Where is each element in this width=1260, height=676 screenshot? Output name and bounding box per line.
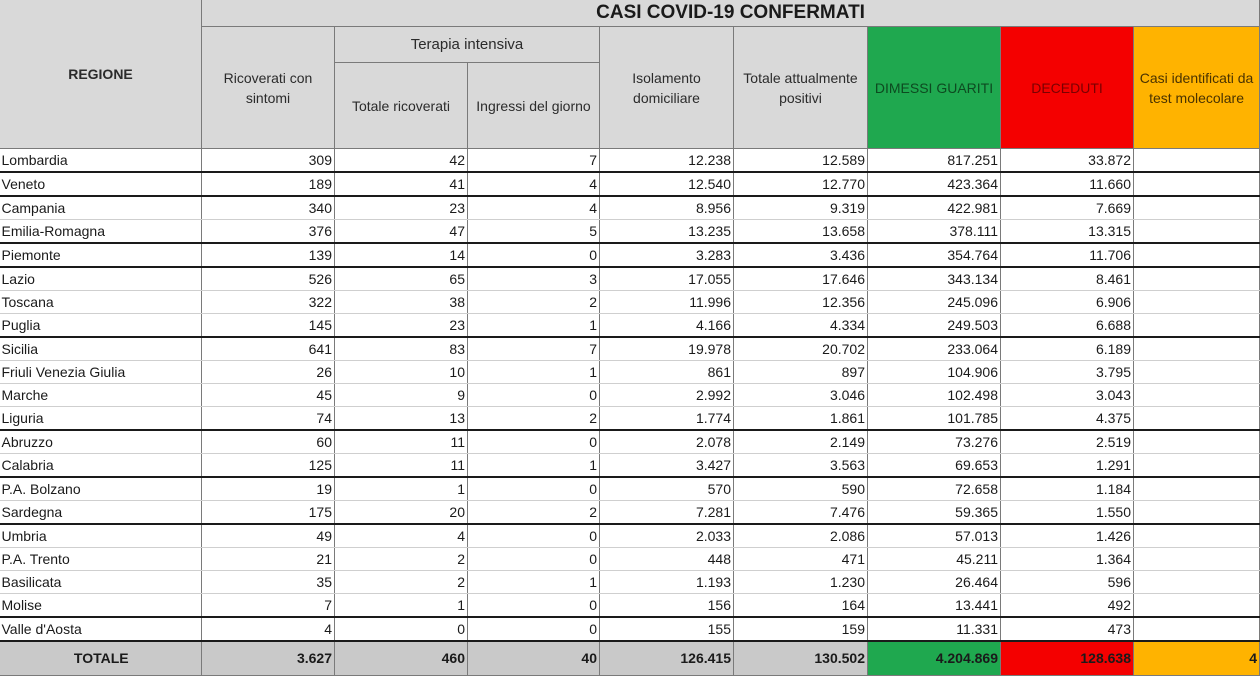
data-cell: 1.184 (1001, 477, 1134, 501)
data-cell: 7.476 (734, 501, 868, 525)
header-ingressi-giorno: Ingressi del giorno (468, 63, 600, 149)
table-row (0, 477, 1260, 501)
region-name: Basilicata (0, 571, 202, 594)
data-cell: 156 (600, 594, 734, 618)
total-cell: 126.415 (600, 641, 734, 676)
data-cell: 83 (335, 337, 468, 361)
data-cell: 2 (468, 501, 600, 525)
data-cell: 45.211 (868, 548, 1001, 571)
data-cell: 1 (468, 571, 600, 594)
data-cell: 1.364 (1001, 548, 1134, 571)
data-cell: 233.064 (868, 337, 1001, 361)
region-name: Marche (0, 384, 202, 407)
data-cell: 4 (202, 617, 335, 641)
region-name: Veneto (0, 172, 202, 196)
data-cell: 0 (468, 477, 600, 501)
data-cell: 19 (202, 477, 335, 501)
total-cell: 40 (468, 641, 600, 676)
header-casi-identificati: Casi identificati da test molecolare (1134, 27, 1260, 149)
data-cell: 2.086 (734, 524, 868, 548)
region-name: Emilia-Romagna (0, 220, 202, 244)
data-cell (1134, 548, 1260, 571)
total-label: TOTALE (0, 641, 202, 676)
data-cell: 26.464 (868, 571, 1001, 594)
data-cell: 49 (202, 524, 335, 548)
table-row (0, 548, 1260, 571)
data-cell: 817.251 (868, 149, 1001, 173)
data-cell: 60 (202, 430, 335, 454)
data-cell: 139 (202, 243, 335, 267)
data-cell: 11 (335, 430, 468, 454)
data-cell (1134, 454, 1260, 478)
data-cell: 12.589 (734, 149, 868, 173)
table-row (0, 337, 1260, 361)
data-cell (1134, 267, 1260, 291)
data-cell: 23 (335, 196, 468, 220)
data-cell: 1.774 (600, 407, 734, 431)
data-cell: 1.426 (1001, 524, 1134, 548)
table-row (0, 571, 1260, 594)
region-name: Campania (0, 196, 202, 220)
table-row (0, 220, 1260, 244)
data-cell: 322 (202, 291, 335, 314)
header-ricoverati: Ricoverati con sintomi (202, 27, 335, 149)
data-cell: 13.315 (1001, 220, 1134, 244)
data-cell (1134, 407, 1260, 431)
total-cell: 128.638 (1001, 641, 1134, 676)
data-cell: 1 (468, 361, 600, 384)
data-cell (1134, 501, 1260, 525)
data-cell: 73.276 (868, 430, 1001, 454)
region-name: Sardegna (0, 501, 202, 525)
data-cell: 11.706 (1001, 243, 1134, 267)
data-cell: 17.055 (600, 267, 734, 291)
data-cell: 38 (335, 291, 468, 314)
data-cell: 72.658 (868, 477, 1001, 501)
region-name: P.A. Bolzano (0, 477, 202, 501)
table-row (0, 524, 1260, 548)
data-cell (1134, 384, 1260, 407)
data-cell: 7 (202, 594, 335, 618)
region-name: Toscana (0, 291, 202, 314)
region-name: Liguria (0, 407, 202, 431)
region-name: Lombardia (0, 149, 202, 173)
data-cell: 0 (468, 243, 600, 267)
table-row (0, 384, 1260, 407)
data-cell: 14 (335, 243, 468, 267)
data-cell: 7 (468, 149, 600, 173)
data-cell: 3.283 (600, 243, 734, 267)
data-cell: 13 (335, 407, 468, 431)
data-cell: 11.660 (1001, 172, 1134, 196)
table-row (0, 149, 1260, 173)
data-cell: 1.230 (734, 571, 868, 594)
data-cell: 245.096 (868, 291, 1001, 314)
data-cell: 57.013 (868, 524, 1001, 548)
data-cell: 41 (335, 172, 468, 196)
data-cell: 340 (202, 196, 335, 220)
region-name: Sicilia (0, 337, 202, 361)
data-cell: 189 (202, 172, 335, 196)
data-cell: 570 (600, 477, 734, 501)
data-cell: 33.872 (1001, 149, 1134, 173)
data-cell (1134, 594, 1260, 618)
table-row (0, 430, 1260, 454)
table-row (0, 594, 1260, 618)
data-cell: 1 (335, 477, 468, 501)
data-cell: 11 (335, 454, 468, 478)
data-cell (1134, 430, 1260, 454)
data-cell: 5 (468, 220, 600, 244)
data-cell: 13.441 (868, 594, 1001, 618)
data-cell: 3 (468, 267, 600, 291)
data-cell: 3.046 (734, 384, 868, 407)
data-cell (1134, 243, 1260, 267)
data-cell: 35 (202, 571, 335, 594)
region-name: Umbria (0, 524, 202, 548)
region-name: Abruzzo (0, 430, 202, 454)
total-cell: 130.502 (734, 641, 868, 676)
data-cell (1134, 314, 1260, 338)
data-cell: 175 (202, 501, 335, 525)
header-totale-positivi: Totale attualmente positivi (734, 27, 868, 149)
data-cell: 1 (468, 454, 600, 478)
data-cell: 4.375 (1001, 407, 1134, 431)
data-cell: 23 (335, 314, 468, 338)
data-cell: 6.189 (1001, 337, 1134, 361)
header-terapia-intensiva: Terapia intensiva (335, 27, 600, 63)
data-cell: 0 (468, 384, 600, 407)
data-cell: 2 (335, 571, 468, 594)
table-title: CASI COVID-19 CONFERMATI (202, 0, 1260, 27)
data-cell: 1.193 (600, 571, 734, 594)
table-body (0, 149, 1260, 676)
table-row (0, 407, 1260, 431)
region-name: Valle d'Aosta (0, 617, 202, 641)
total-row (0, 641, 1260, 676)
data-cell (1134, 477, 1260, 501)
data-cell: 2.033 (600, 524, 734, 548)
data-cell: 11.996 (600, 291, 734, 314)
data-cell: 423.364 (868, 172, 1001, 196)
data-cell: 7.669 (1001, 196, 1134, 220)
table-row (0, 267, 1260, 291)
data-cell: 1 (468, 314, 600, 338)
data-cell: 448 (600, 548, 734, 571)
table-row (0, 454, 1260, 478)
data-cell: 155 (600, 617, 734, 641)
data-cell: 0 (468, 594, 600, 618)
region-name: Puglia (0, 314, 202, 338)
data-cell: 19.978 (600, 337, 734, 361)
data-cell: 422.981 (868, 196, 1001, 220)
data-cell: 4.166 (600, 314, 734, 338)
table-row (0, 314, 1260, 338)
header-dimessi-guariti: DIMESSI GUARITI (868, 27, 1001, 149)
data-cell: 69.653 (868, 454, 1001, 478)
data-cell: 861 (600, 361, 734, 384)
data-cell (1134, 337, 1260, 361)
data-cell: 2.519 (1001, 430, 1134, 454)
region-name: P.A. Trento (0, 548, 202, 571)
data-cell: 4 (468, 172, 600, 196)
table-row (0, 617, 1260, 641)
data-cell: 104.906 (868, 361, 1001, 384)
data-cell: 378.111 (868, 220, 1001, 244)
data-cell: 101.785 (868, 407, 1001, 431)
data-cell: 13.235 (600, 220, 734, 244)
data-cell: 26 (202, 361, 335, 384)
region-name: Friuli Venezia Giulia (0, 361, 202, 384)
data-cell: 8.461 (1001, 267, 1134, 291)
data-cell: 8.956 (600, 196, 734, 220)
data-cell: 47 (335, 220, 468, 244)
data-cell (1134, 149, 1260, 173)
data-cell: 42 (335, 149, 468, 173)
data-cell: 9 (335, 384, 468, 407)
data-cell (1134, 361, 1260, 384)
data-cell: 12.540 (600, 172, 734, 196)
data-cell: 7.281 (600, 501, 734, 525)
data-cell: 145 (202, 314, 335, 338)
data-cell (1134, 571, 1260, 594)
data-cell: 13.658 (734, 220, 868, 244)
data-cell: 6.688 (1001, 314, 1134, 338)
region-name: Lazio (0, 267, 202, 291)
data-cell: 125 (202, 454, 335, 478)
data-cell: 0 (335, 617, 468, 641)
data-cell: 343.134 (868, 267, 1001, 291)
data-cell: 596 (1001, 571, 1134, 594)
data-cell: 1.291 (1001, 454, 1134, 478)
data-cell: 0 (468, 548, 600, 571)
header-regione: REGIONE (0, 0, 202, 149)
data-cell: 12.770 (734, 172, 868, 196)
data-cell: 4.334 (734, 314, 868, 338)
data-cell: 3.795 (1001, 361, 1134, 384)
data-cell: 2.992 (600, 384, 734, 407)
data-cell: 6.906 (1001, 291, 1134, 314)
data-cell: 641 (202, 337, 335, 361)
data-cell: 9.319 (734, 196, 868, 220)
data-cell: 2.078 (600, 430, 734, 454)
data-cell: 159 (734, 617, 868, 641)
data-cell: 309 (202, 149, 335, 173)
data-cell: 2 (468, 407, 600, 431)
data-cell: 354.764 (868, 243, 1001, 267)
data-cell: 1.550 (1001, 501, 1134, 525)
total-cell: 4.204.869 (868, 641, 1001, 676)
data-cell: 3.427 (600, 454, 734, 478)
total-cell: 4 (1134, 641, 1260, 676)
data-cell (1134, 291, 1260, 314)
data-cell: 3.563 (734, 454, 868, 478)
data-cell: 0 (468, 524, 600, 548)
data-cell: 0 (468, 430, 600, 454)
data-cell: 249.503 (868, 314, 1001, 338)
data-cell: 2 (468, 291, 600, 314)
region-name: Piemonte (0, 243, 202, 267)
table-row (0, 196, 1260, 220)
table-row (0, 291, 1260, 314)
data-cell: 3.043 (1001, 384, 1134, 407)
total-cell: 460 (335, 641, 468, 676)
header-totale-ricoverati: Totale ricoverati (335, 63, 468, 149)
data-cell: 376 (202, 220, 335, 244)
region-name: Calabria (0, 454, 202, 478)
total-cell: 3.627 (202, 641, 335, 676)
data-cell: 1 (335, 594, 468, 618)
data-cell: 59.365 (868, 501, 1001, 525)
data-cell: 17.646 (734, 267, 868, 291)
data-cell (1134, 524, 1260, 548)
data-cell: 2 (335, 548, 468, 571)
data-cell: 12.356 (734, 291, 868, 314)
table-row (0, 361, 1260, 384)
data-cell: 0 (468, 617, 600, 641)
data-cell: 590 (734, 477, 868, 501)
data-cell: 473 (1001, 617, 1134, 641)
data-cell: 897 (734, 361, 868, 384)
data-cell: 3.436 (734, 243, 868, 267)
data-cell: 526 (202, 267, 335, 291)
data-cell: 12.238 (600, 149, 734, 173)
data-cell: 1.861 (734, 407, 868, 431)
data-cell: 65 (335, 267, 468, 291)
header-isolamento: Isolamento domiciliare (600, 27, 734, 149)
data-cell: 20 (335, 501, 468, 525)
data-cell (1134, 196, 1260, 220)
data-cell: 2.149 (734, 430, 868, 454)
table-header (0, 0, 1260, 149)
data-cell (1134, 172, 1260, 196)
table-row (0, 243, 1260, 267)
data-cell: 21 (202, 548, 335, 571)
data-cell: 492 (1001, 594, 1134, 618)
data-cell: 4 (468, 196, 600, 220)
data-cell: 11.331 (868, 617, 1001, 641)
table-row (0, 501, 1260, 525)
data-cell: 10 (335, 361, 468, 384)
data-cell (1134, 220, 1260, 244)
header-deceduti: DECEDUTI (1001, 27, 1134, 149)
data-cell: 102.498 (868, 384, 1001, 407)
data-cell: 20.702 (734, 337, 868, 361)
region-name: Molise (0, 594, 202, 618)
data-cell: 45 (202, 384, 335, 407)
data-cell: 164 (734, 594, 868, 618)
data-cell: 74 (202, 407, 335, 431)
data-cell: 4 (335, 524, 468, 548)
data-cell (1134, 617, 1260, 641)
data-cell: 7 (468, 337, 600, 361)
table-row (0, 172, 1260, 196)
data-cell: 471 (734, 548, 868, 571)
